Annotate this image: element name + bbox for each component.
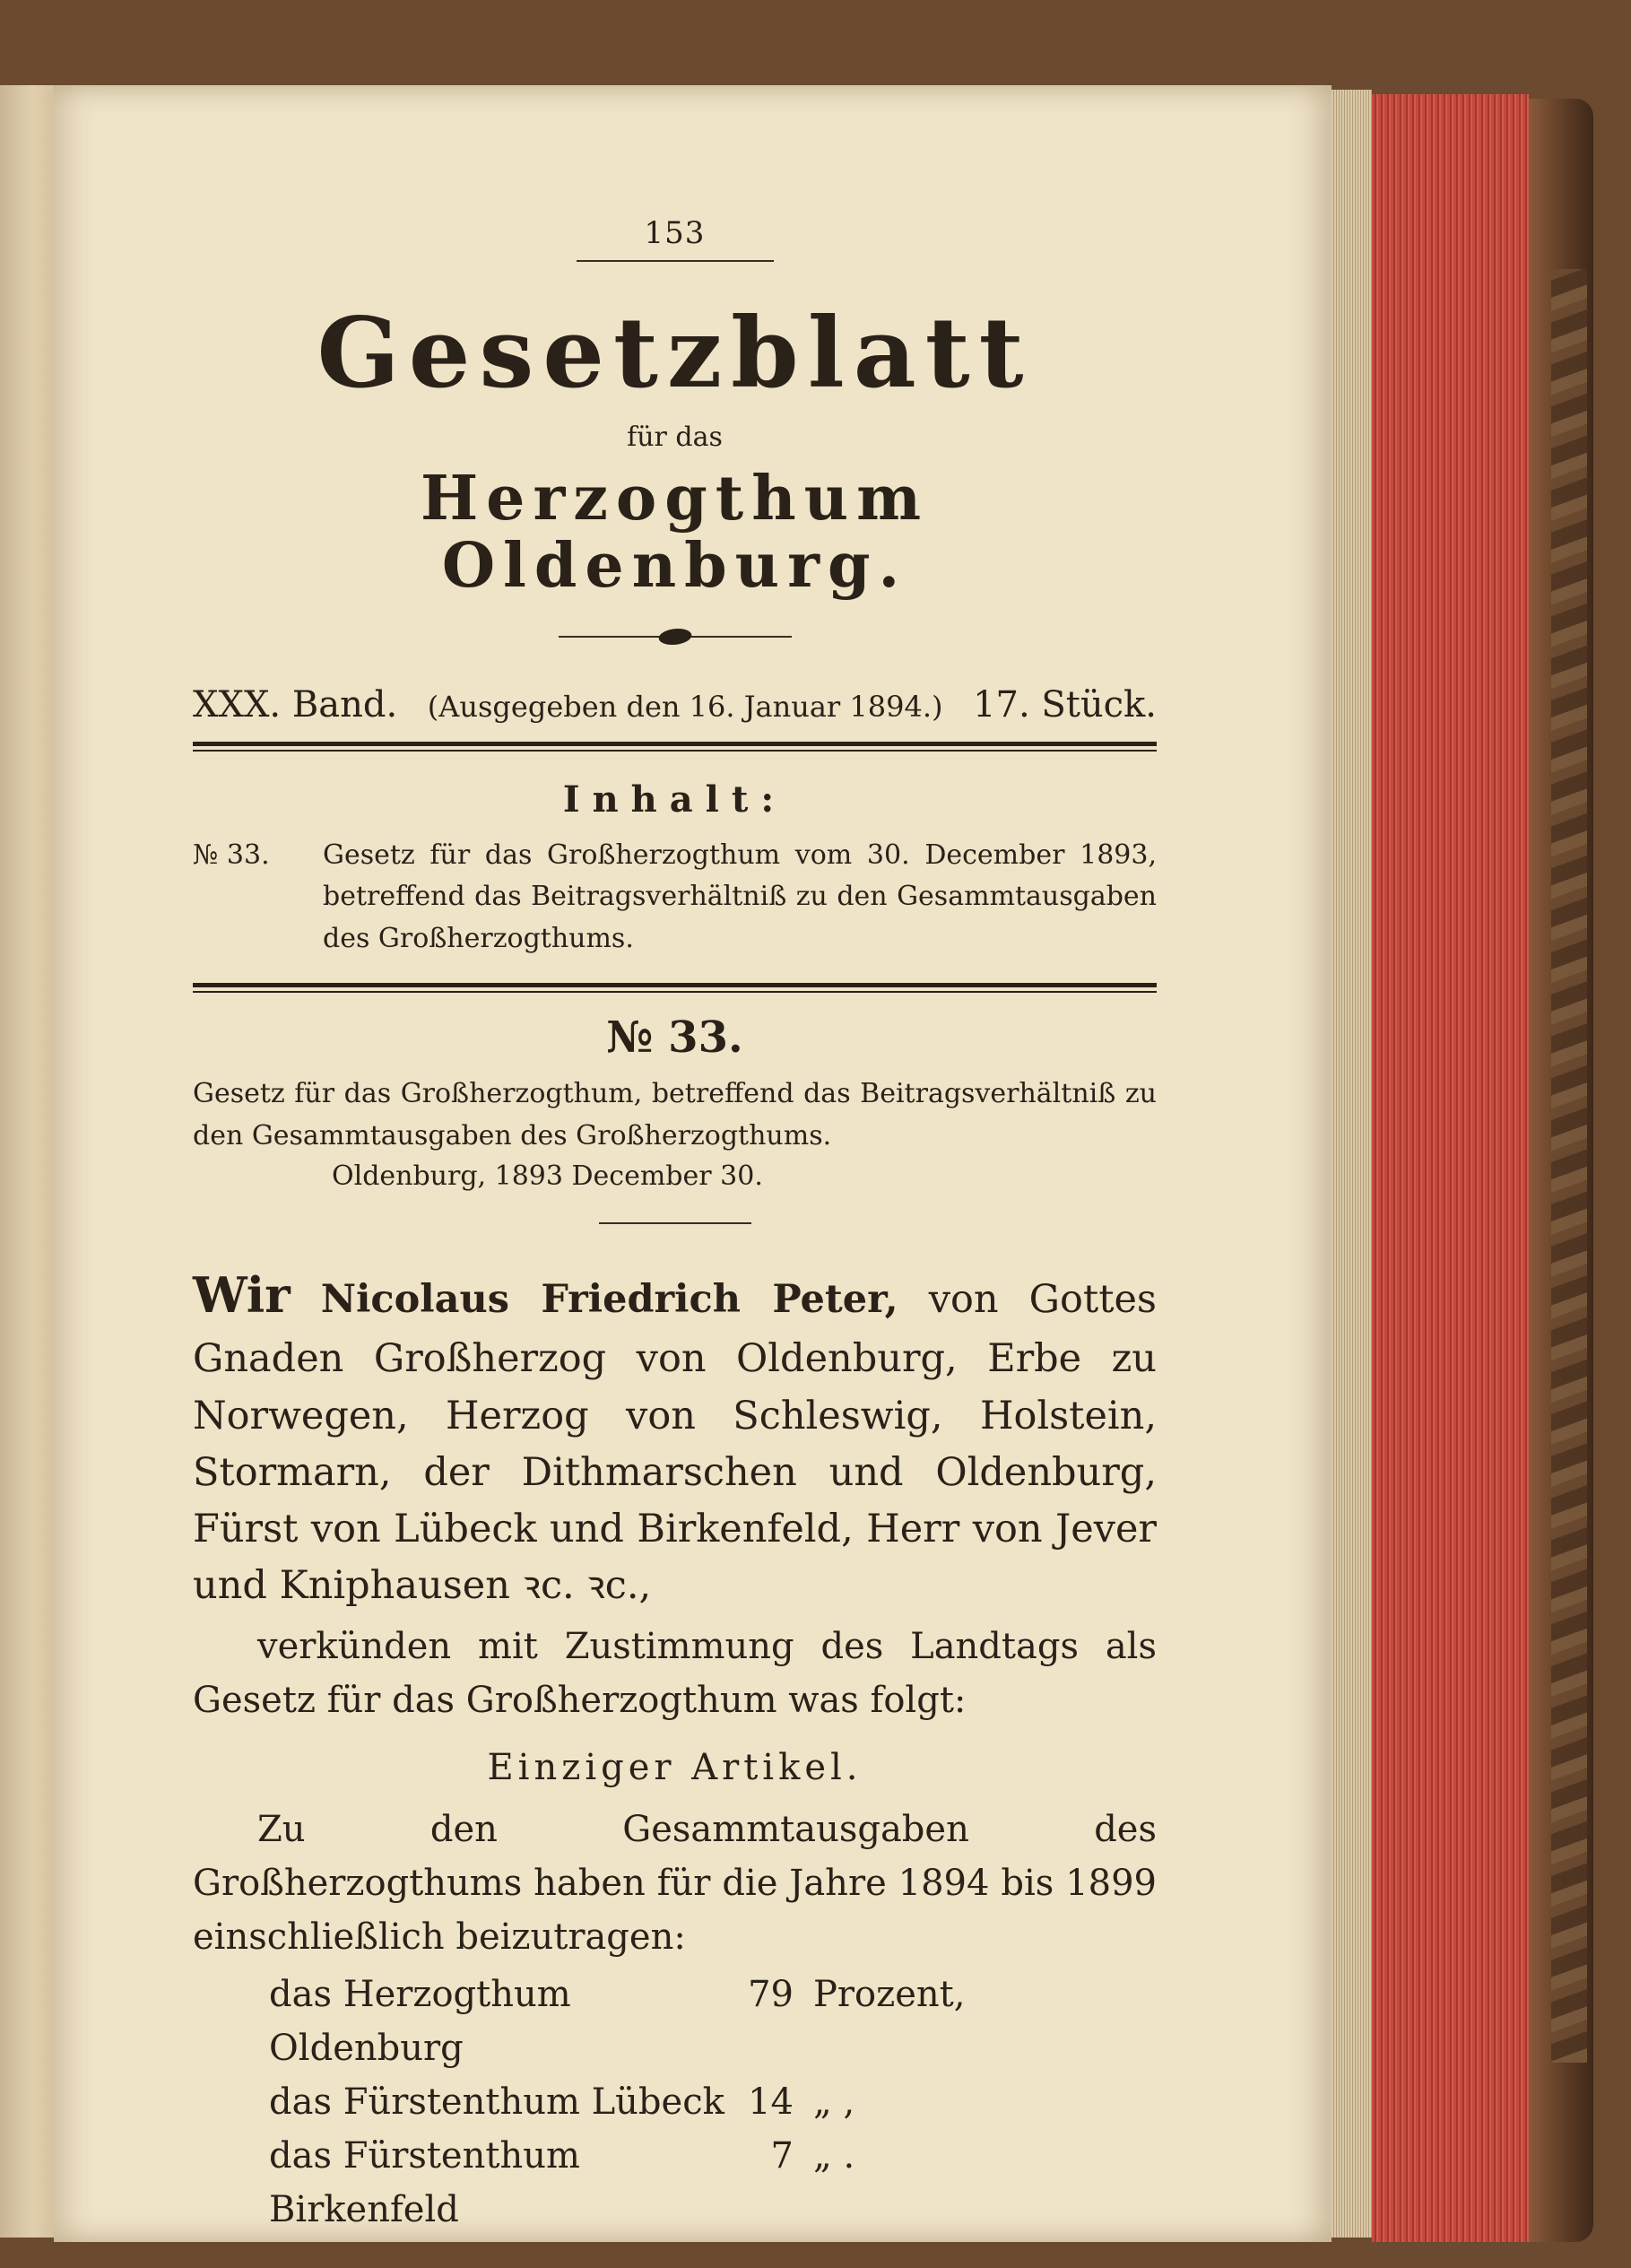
contents-entry: [193, 835, 1157, 960]
masthead-title: Gesetzblatt: [317, 297, 1033, 410]
cover-marbling: [1551, 269, 1587, 2063]
page-content: [193, 215, 1157, 2237]
preamble-titles: von Gottes Gnaden Großherzog von Oldenburg, Erbe zu Norwegen, Herzog von Schleswig, Holstein, Stormarn, der Dithmarschen und Oldenburg, Fürst von Lübeck und Birkenfeld, Herr von Jever und Kniphausen ꝛc. ꝛc.,: [193, 1277, 1157, 1609]
issue-line: [193, 684, 1157, 726]
share-value: 7: [770, 2135, 794, 2177]
share-unit: „ ,: [813, 2081, 855, 2124]
masthead-territory: Herzogthum Oldenburg.: [420, 463, 930, 602]
page-stack: [1332, 90, 1372, 2238]
law-title: Gesetz für das Großherzogthum, betreffend das Beitragsverhältniß zu den Gesammtausgaben des Großherzogthums.: [193, 1078, 1157, 1151]
share-row: [193, 2129, 1157, 2237]
divider: [577, 260, 774, 262]
article-text: Zu den Gesammtausgaben des Großherzogthums haben für die Jahre 1894 bis 1899 einschließlich beizutragen:: [193, 1809, 1157, 1959]
law-preamble: [193, 1260, 1157, 1614]
contents-entry-number: № 33.: [193, 839, 270, 871]
issue-date: (Ausgegeben den 16. Januar 1894.): [427, 689, 943, 724]
share-unit: Prozent,: [813, 1974, 966, 2016]
masthead-subtitle: für das: [627, 421, 723, 453]
share-row: [193, 1968, 1157, 2075]
share-territory: das Fürstenthum Birkenfeld: [269, 2135, 580, 2231]
share-territory: das Herzogthum Oldenburg: [269, 1974, 571, 2070]
ornament-icon: [655, 629, 694, 645]
share-territory: das Fürstenthum Lübeck: [269, 2081, 724, 2124]
law-place-date: Oldenburg, 1893 December 30.: [332, 1160, 763, 1193]
double-rule: [193, 983, 1157, 993]
law-number: № 33.: [606, 1012, 743, 1064]
red-page-edge: [1372, 94, 1529, 2242]
contents-entry-text: Gesetz für das Großherzogthum vom 30. December 1893, betreffend das Beitragsverhältniß zu den Gesammtausgaben des Großherzogthums.: [323, 839, 1157, 954]
piece-number: 17. Stück.: [973, 683, 1157, 726]
article-heading: Einziger Artikel.: [487, 1747, 863, 1789]
volume: XXX. Band.: [193, 683, 398, 726]
preamble-initial: Wir: [193, 1266, 291, 1325]
left-page-edge: [0, 85, 54, 2238]
share-row: [193, 2075, 1157, 2129]
enactment-clause: verkünden mit Zustimmung des Landtags als Gesetz für das Großherzogthum was folgt:: [193, 1626, 1157, 1722]
page-number: 153: [644, 215, 706, 251]
sovereign-name: Nicolaus Friedrich Peter,: [320, 1277, 898, 1323]
share-unit: „ .: [813, 2135, 855, 2177]
divider: [599, 1222, 751, 1224]
ornament-divider: [559, 636, 792, 638]
double-rule: [193, 742, 1157, 752]
share-value: 14: [748, 2081, 794, 2124]
share-list: [193, 1968, 1157, 2237]
contents-heading: Inhalt:: [562, 778, 787, 821]
share-value: 79: [748, 1974, 794, 2016]
